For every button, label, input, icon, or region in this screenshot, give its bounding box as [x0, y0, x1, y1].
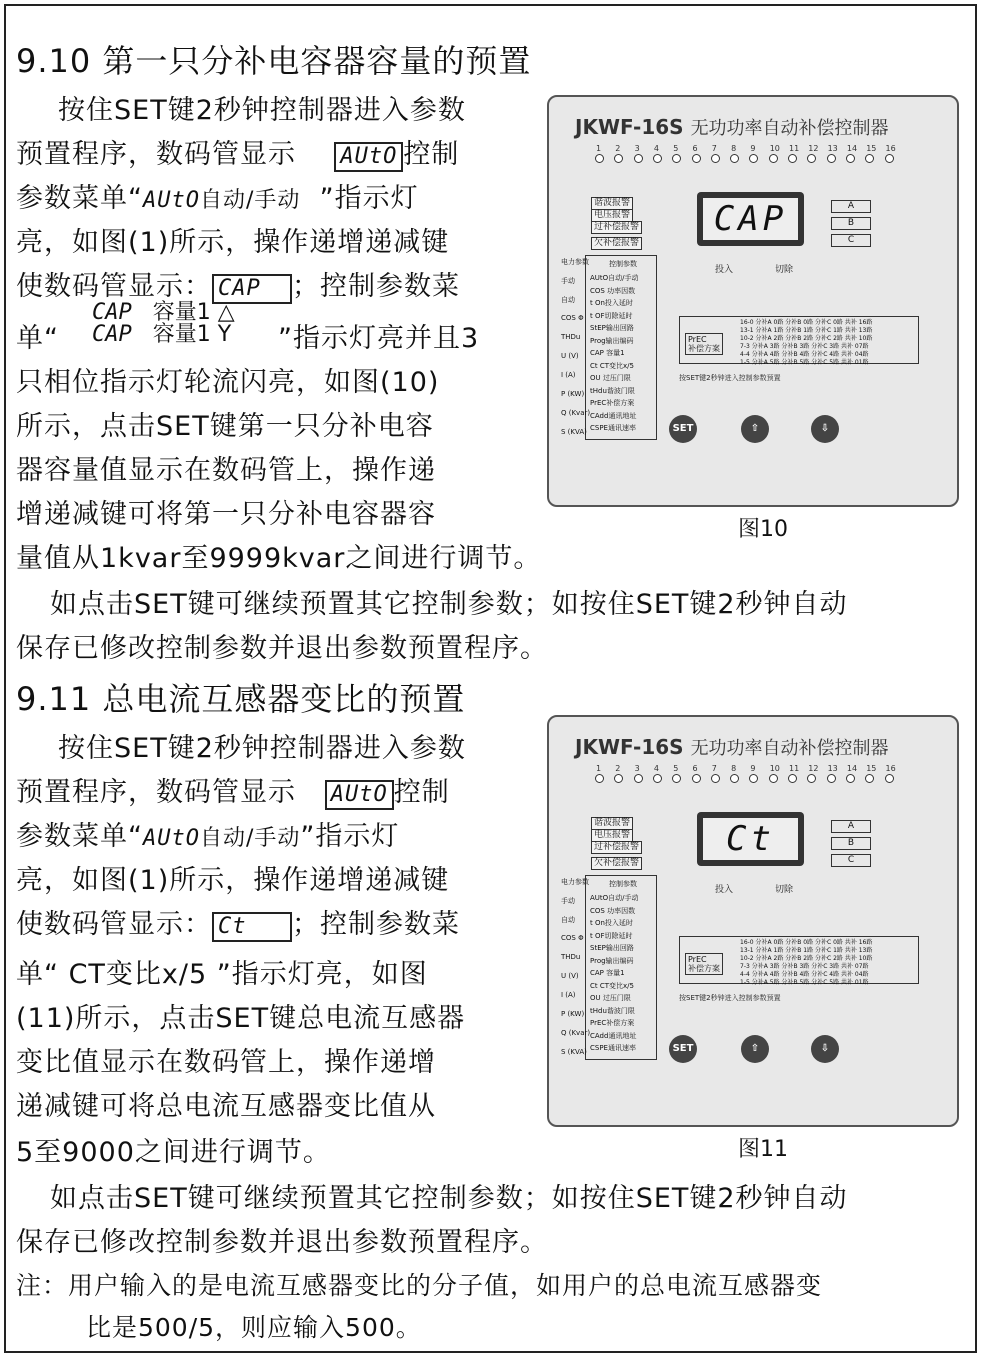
s910-line5: 使数码管显示： CAP ；控制参数菜	[16, 271, 460, 302]
hint-text-2: 按SET键2秒钟进入控制参数预置	[679, 994, 781, 1002]
s911-line4: 亮，如图(1)所示，操作递增递减键	[16, 865, 450, 896]
prec-row: 16-0 分补A 0路 分补B 0路 分补C 0路 共补 16路	[740, 939, 873, 946]
param-menu-2	[585, 875, 657, 1060]
channel-led-icon	[595, 774, 604, 783]
side-label: THDu	[561, 953, 581, 961]
menu-item: CAP 容量1	[590, 969, 625, 977]
s911-line3: 参数菜单“AUtO自动/手动”指示灯	[16, 821, 400, 852]
channel-led-icon	[692, 154, 701, 163]
s910-line4: 亮，如图(1)所示，操作递增递减键	[16, 227, 450, 258]
prec-box-2: PrEC 补偿方案	[685, 953, 723, 975]
s910-cap-symbols: CAP 容量1 △ CAP 容量1 Y	[92, 300, 235, 347]
channel-led-icon	[634, 154, 643, 163]
menu-item: OU 过压门限	[590, 374, 631, 382]
menu-item: tHdu谐波门限	[590, 386, 635, 395]
menu-item: OU 过压门限	[590, 994, 631, 1002]
led-number: 8	[731, 764, 737, 773]
prec-row: 16-0 分补A 0路 分补B 0路 分补C 0路 共补 16路	[740, 319, 873, 326]
s910-line11: 量值从1kvar至9999kvar之间进行调节。	[16, 543, 542, 574]
s910-line6b: ”指示灯亮并且3	[278, 323, 480, 354]
s911-line10: 5至9000之间进行调节。	[16, 1137, 331, 1168]
display-auto-box-2: AUtO	[325, 780, 394, 810]
s911-line7: (11)所示，点击SET键总电流互感器	[16, 1003, 466, 1034]
channel-led-icon	[614, 774, 623, 783]
led-number: 4	[653, 764, 659, 773]
channel-led-icon	[769, 154, 778, 163]
side-label: 手动	[561, 897, 575, 905]
prec-row: 13-1 分补A 1路 分补B 1路 分补C 1路 共补 13路	[740, 327, 873, 334]
side-label: 电力参数	[561, 258, 589, 266]
channel-led-icon	[711, 154, 720, 163]
prec-box: PrEC 补偿方案	[685, 333, 723, 355]
menu-item: t OF切除延时	[590, 311, 633, 320]
alarm-over: 过补偿报警	[591, 221, 642, 234]
menu-item: t On投入延时	[590, 299, 633, 307]
channel-led-icon	[634, 774, 643, 783]
s910-line8: 所示，点击SET键第一只分补电容	[16, 411, 434, 442]
prec-row: 1-5 分补A 5路 分补B 5路 分补C 5路 共补 01路	[740, 979, 869, 986]
triangle-icon: △	[210, 300, 235, 325]
side-label: COS Φ	[561, 314, 584, 322]
param-menu	[585, 255, 657, 440]
s911-line5: 使数码管显示： Ct ；控制参数菜	[16, 909, 460, 940]
alarm-voltage: 电压报警	[591, 209, 633, 222]
alarm-under-2: 欠补偿报警	[591, 857, 642, 870]
menu-item: PrEC补偿方案	[590, 1019, 635, 1027]
up-button[interactable]: ⇧	[741, 415, 769, 443]
channel-led-icon	[885, 774, 894, 783]
side-label: U (V)	[561, 972, 579, 980]
touru-label-2: 投入	[715, 885, 734, 895]
channel-led-icon	[827, 774, 836, 783]
alarm-harmonic: 谐波报警	[591, 197, 633, 210]
controller-panel-fig10	[547, 95, 959, 507]
channel-led-icon	[653, 774, 662, 783]
channel-led-icon	[827, 154, 836, 163]
phase-b: B	[831, 217, 871, 230]
menu-item: CAP 容量1	[590, 349, 625, 357]
led-number: 15	[866, 764, 877, 773]
side-label: S (KVA)	[561, 428, 587, 436]
fig11-caption: 图11	[738, 1137, 788, 1162]
s910-line10: 增递减键可将第一只分补电容器容	[16, 499, 436, 530]
channel-led-icon	[653, 154, 662, 163]
menu-item: t OF切除延时	[590, 931, 633, 940]
prec-row: 1-5 分补A 5路 分补B 5路 分补C 5路 共补 01路	[740, 359, 869, 366]
led-number: 7	[711, 764, 717, 773]
led-number: 2	[615, 764, 621, 773]
prec-row: 7-3 分补A 3路 分补B 3路 分补C 3路 共补 07路	[740, 343, 869, 350]
display-cap-box: CAP	[212, 274, 292, 304]
channel-led-icon	[692, 774, 701, 783]
led-number: 12	[808, 764, 819, 773]
display-auto-box: AUtO	[334, 142, 403, 172]
s910-line2: 预置程序，数码管显示 AUtO 控制	[16, 139, 460, 170]
menu-item: Prog输出编码	[590, 956, 634, 965]
s911-line2: 预置程序，数码管显示 AUtO 控制	[16, 777, 450, 808]
section-9-11-title: 9.11 总电流互感器变比的预置	[16, 680, 466, 718]
led-number: 6	[692, 764, 698, 773]
channel-led-icon	[807, 154, 816, 163]
channel-led-icon	[730, 154, 739, 163]
side-label: 电力参数	[561, 878, 589, 886]
set-button-2[interactable]: SET	[669, 1035, 697, 1063]
side-label: P (KW)	[561, 1010, 585, 1018]
s911-line9: 递减键可将总电流互感器变比值从	[16, 1091, 436, 1122]
menu-item: CSPE通讯速率	[590, 1044, 636, 1052]
s910-line13: 保存已修改控制参数并退出参数预置程序。	[16, 633, 548, 664]
menu-item: CAdd通讯地址	[590, 1031, 637, 1040]
menu-item: Ct CT变比x/5	[590, 981, 634, 990]
led-number: 13	[827, 764, 838, 773]
s911-line1: 按住SET键2秒钟控制器进入参数	[58, 733, 466, 764]
led-number: 3	[634, 764, 640, 773]
menu-item: tHdu谐波门限	[590, 1006, 635, 1015]
menu-item: PrEC补偿方案	[590, 399, 635, 407]
channel-led-icon	[807, 774, 816, 783]
side-label: P (KW)	[561, 390, 585, 398]
channel-led-icon	[749, 774, 758, 783]
channel-led-icon	[788, 774, 797, 783]
s911-line11: 如点击SET键可继续预置其它控制参数；如按住SET键2秒钟自动	[50, 1183, 848, 1214]
menu-item: AUtO自动/手动	[590, 894, 639, 902]
controller-panel-fig11	[547, 715, 959, 1127]
alarm-voltage-2: 电压报警	[591, 829, 633, 842]
note-line1: 注：用户输入的是电流互感器变比的分子值，如用户的总电流互感器变	[16, 1271, 823, 1300]
menu-item: StEP输出回路	[590, 944, 634, 952]
side-label: S (KVA)	[561, 1048, 587, 1056]
menu-item: CSPE通讯速率	[590, 424, 636, 432]
led-number: 11	[789, 144, 800, 153]
led-number: 2	[615, 144, 621, 153]
led-number: 4	[653, 144, 659, 153]
s910-line3: 参数菜单“AUtO自动/手动 ”指示灯	[16, 183, 419, 214]
alarm-harmonic-2: 谐波报警	[591, 817, 633, 830]
alarm-under: 欠补偿报警	[591, 237, 642, 250]
section-9-10-title: 9.10 第一只分补电容器容量的预置	[16, 42, 532, 80]
channel-led-icon	[788, 154, 797, 163]
led-number: 5	[673, 764, 679, 773]
led-number: 13	[827, 144, 838, 153]
wye-icon: Y	[210, 322, 232, 347]
led-number: 8	[731, 144, 737, 153]
lcd-display: CAP	[697, 192, 804, 246]
led-number: 11	[789, 764, 800, 773]
led-number: 6	[692, 144, 698, 153]
phase-a: A	[831, 200, 871, 213]
channel-led-icon	[846, 774, 855, 783]
s911-line12: 保存已修改控制参数并退出参数预置程序。	[16, 1227, 548, 1258]
led-number: 5	[673, 144, 679, 153]
phase-b-2: B	[831, 837, 871, 850]
led-number: 10	[769, 764, 780, 773]
channel-led-icon	[749, 154, 758, 163]
prec-row: 10-2 分补A 2路 分补B 2路 分补C 2路 共补 10路	[740, 335, 873, 342]
s911-line6: 单“ CT变比x/5 ”指示灯亮，如图	[16, 959, 428, 990]
channel-led-icon	[614, 154, 623, 163]
led-number: 15	[866, 144, 877, 153]
led-number: 16	[885, 764, 896, 773]
prec-row: 4-4 分补A 4路 分补B 4路 分补C 4路 共补 04路	[740, 971, 869, 978]
side-label: Q (Kvar)	[561, 409, 591, 417]
side-label: I (A)	[561, 371, 576, 379]
up-button-2[interactable]: ⇧	[741, 1035, 769, 1063]
led-number: 7	[711, 144, 717, 153]
hint-text: 按SET键2秒钟进入控制参数预置	[679, 374, 781, 382]
s910-line9: 器容量值显示在数码管上，操作递	[16, 455, 436, 486]
channel-led-icon	[846, 154, 855, 163]
side-label: U (V)	[561, 352, 579, 360]
led-number: 9	[750, 764, 756, 773]
channel-led-icon	[769, 774, 778, 783]
side-label: Q (Kvar)	[561, 1029, 591, 1037]
qiechu-label: 切除	[775, 265, 794, 275]
touru-label: 投入	[715, 265, 734, 275]
panel-title: JKWF-16S 无功功率自动补偿控制器	[575, 115, 889, 139]
note-line2: 比是500/5，则应输入500。	[86, 1313, 422, 1342]
phase-a-2: A	[831, 820, 871, 833]
led-number: 1	[596, 764, 602, 773]
down-button-2[interactable]: ⇩	[811, 1035, 839, 1063]
prec-row: 13-1 分补A 1路 分补B 1路 分补C 1路 共补 13路	[740, 947, 873, 954]
channel-led-icon	[595, 154, 604, 163]
down-button[interactable]: ⇩	[811, 415, 839, 443]
channel-led-icon	[885, 154, 894, 163]
alarm-over-2: 过补偿报警	[591, 841, 642, 854]
menu-item: CAdd通讯地址	[590, 411, 637, 420]
menu-item: COS 功率因数	[590, 286, 636, 295]
led-number: 10	[769, 144, 780, 153]
side-label: I (A)	[561, 991, 576, 999]
led-number: 9	[750, 144, 756, 153]
phase-c: C	[831, 234, 871, 247]
s910-line7: 只相位指示灯轮流闪亮，如图(10)	[16, 367, 440, 398]
led-number: 14	[846, 144, 858, 153]
s910-line1: 按住SET键2秒钟控制器进入参数	[58, 95, 466, 126]
s910-line12: 如点击SET键可继续预置其它控制参数；如按住SET键2秒钟自动	[50, 589, 848, 620]
prec-row: 4-4 分补A 4路 分补B 4路 分补C 4路 共补 04路	[740, 351, 869, 358]
led-number: 16	[885, 144, 896, 153]
fig10-caption: 图10	[738, 517, 788, 542]
led-number: 14	[846, 764, 858, 773]
menu-item: AUtO自动/手动	[590, 274, 639, 282]
set-button[interactable]: SET	[669, 415, 697, 443]
led-number: 1	[596, 144, 602, 153]
qiechu-label-2: 切除	[775, 885, 794, 895]
side-label: 手动	[561, 277, 575, 285]
menu-title: 控制参数	[609, 880, 637, 888]
menu-item: t On投入延时	[590, 919, 633, 927]
lcd-display-2: Ct	[697, 812, 804, 866]
s911-line8: 变比值显示在数码管上，操作递增	[16, 1047, 436, 1078]
channel-led-icon	[672, 774, 681, 783]
menu-item: COS 功率因数	[590, 906, 636, 915]
side-label: 自动	[561, 296, 575, 304]
led-number: 12	[808, 144, 819, 153]
channel-led-icon	[711, 774, 720, 783]
channel-led-icon	[865, 774, 874, 783]
channel-led-icon	[865, 154, 874, 163]
menu-item: Prog输出编码	[590, 336, 634, 345]
phase-c-2: C	[831, 854, 871, 867]
menu-item: StEP输出回路	[590, 324, 634, 332]
channel-led-icon	[730, 774, 739, 783]
panel-title-2: JKWF-16S 无功功率自动补偿控制器	[575, 735, 889, 759]
prec-row: 10-2 分补A 2路 分补B 2路 分补C 2路 共补 10路	[740, 955, 873, 962]
channel-led-icon	[672, 154, 681, 163]
display-ct-box: Ct	[212, 912, 292, 942]
side-label: THDu	[561, 333, 581, 341]
prec-row: 7-3 分补A 3路 分补B 3路 分补C 3路 共补 07路	[740, 963, 869, 970]
side-label: COS Φ	[561, 934, 584, 942]
menu-title: 控制参数	[609, 260, 637, 268]
s910-line6a: 单“	[16, 323, 59, 354]
menu-item: Ct CT变比x/5	[590, 361, 634, 370]
side-label: 自动	[561, 916, 575, 924]
led-number: 3	[634, 144, 640, 153]
